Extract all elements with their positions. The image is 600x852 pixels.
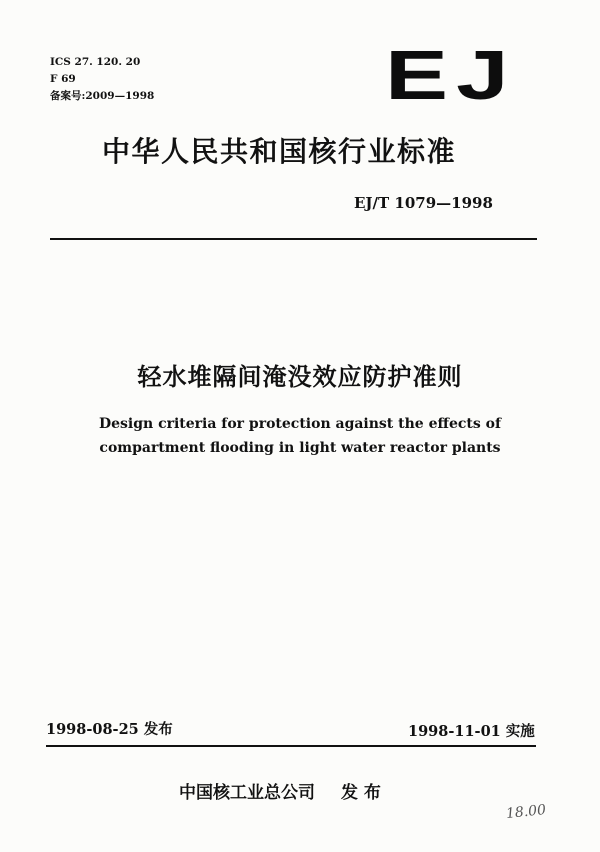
top-divider: [50, 238, 537, 240]
classification-block: [50, 54, 154, 105]
english-title-line-1: Design criteria for protection against the effects of: [98, 416, 501, 432]
organization-title: 中华人民共和国核行业标准: [102, 135, 457, 168]
publisher-name: 中国核工业总公司: [179, 783, 315, 803]
filing-number: 备案号:2009—1998: [50, 90, 155, 102]
publisher-line: [179, 778, 381, 803]
issue-date: 1998-08-25 发布: [46, 721, 173, 738]
handwritten-note: 18.00: [505, 801, 547, 823]
chinese-title: 轻水堆隔间淹没效应防护准则: [137, 363, 463, 391]
ej-logo: EJ: [385, 36, 517, 114]
standard-number: EJ/T 1079—1998: [354, 194, 493, 212]
effective-date: 1998-11-01 实施: [408, 723, 535, 740]
ics-code: ICS 27. 120. 20: [50, 56, 141, 68]
bottom-divider: [46, 745, 536, 747]
ccs-code: F 69: [50, 73, 76, 85]
english-title-line-2: compartment flooding in light water reactor plants: [99, 440, 501, 456]
publisher-action: 发 布: [341, 783, 381, 803]
english-title: [0, 412, 600, 460]
